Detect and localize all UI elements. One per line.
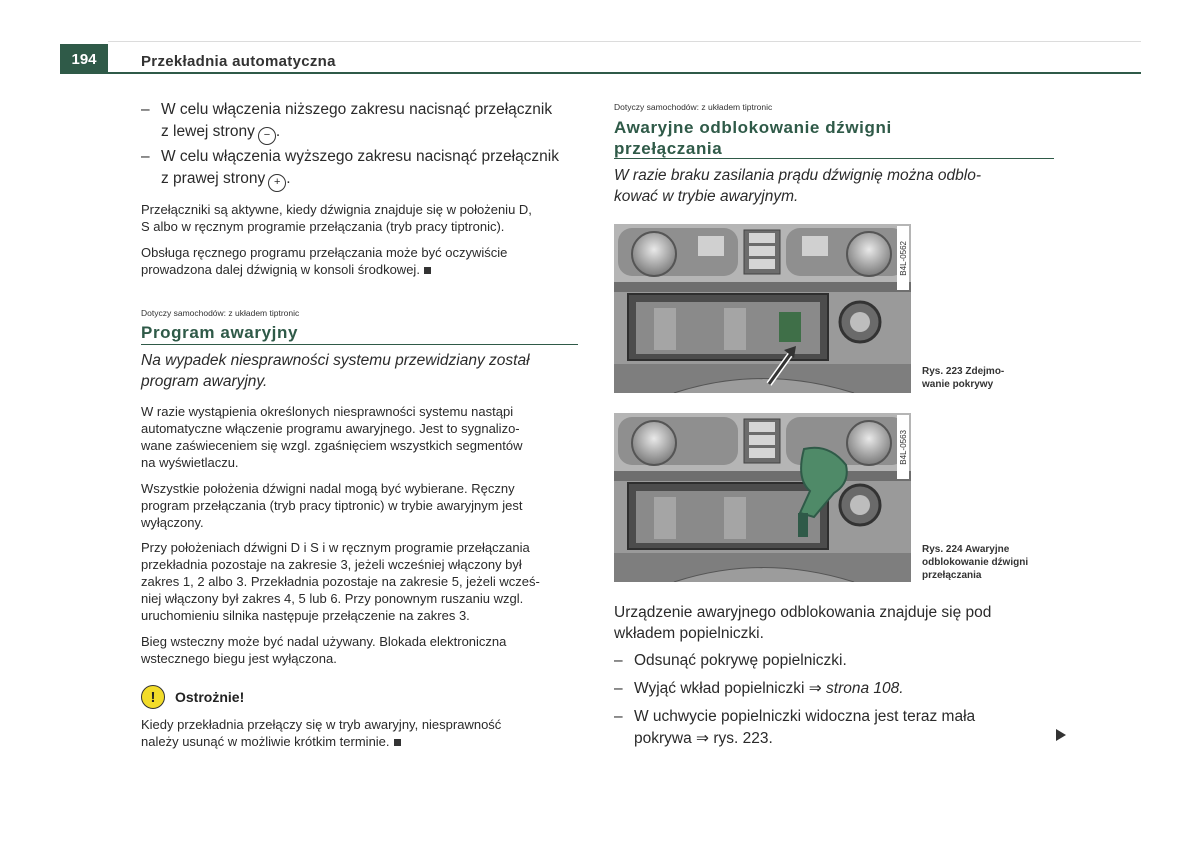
paragraph-switches-active: Przełączniki są aktywne, kiedy dźwignia znajduje się w położeniu D, S albo w ręcznym programie przełączania (tryb pracy tiptronic).	[141, 202, 532, 234]
figure-code-box	[897, 415, 909, 479]
figure-code-box	[897, 226, 909, 290]
bullet-line: W celu włączenia niższego zakresu nacisnąć przełącznik	[161, 101, 553, 118]
bullet-end: .	[286, 170, 291, 187]
step-text: Odsunąć pokrywę popielniczki.	[634, 652, 847, 669]
minus-symbol-icon: −	[258, 127, 276, 145]
section-applicability-tag: Dotyczy samochodów: z układem tiptronic	[141, 308, 300, 318]
bullet-lower-range: – W celu włączenia niższego zakresu nacisnąć przełącznik z lewej strony − .	[141, 99, 601, 145]
header-top-line	[108, 41, 1141, 42]
section-title-emergency-program: Program awaryjny	[141, 323, 298, 342]
section-title-emergency-release: Awaryjne odblokowanie dźwigni przełączania	[614, 118, 892, 158]
figure-code: B4L-0562	[898, 240, 908, 276]
paragraph-release-location: Urządzenie awaryjnego odblokowania znajduje się pod wkładem popielniczki.	[614, 604, 992, 642]
bullet-line: W celu włączenia wyższego zakresu nacisnąć przełącznik	[161, 148, 559, 165]
figure-lever-release	[614, 413, 911, 582]
caution-exclamation-icon: !	[141, 685, 165, 709]
caution-heading	[141, 685, 244, 709]
step-slide-cover: – Odsunąć pokrywę popielniczki.	[614, 650, 1054, 672]
end-marker-icon	[394, 739, 401, 746]
section-rule	[614, 158, 1054, 159]
paragraph-gear-ranges: Przy położeniach dźwigni D i S i w ręcznym programie przełączania przekładnia pozostaje na zakresie 3, jeżeli wcześniej włączony był zakres 1, 2 albo 3. Przekładnia pozostaje na zakresie 5, jeżeli wcześ- niej włączony był zakres 4, 5 lub 6. Przy ponownym ruszaniu wzgl. uruchomieniu silnika następuje przełączenie na zakres 3.	[141, 540, 540, 623]
page-reference-link[interactable]: strona 108.	[826, 680, 904, 697]
paragraph-lever-positions: Wszystkie położenia dźwigni nadal mogą być wybierane. Ręczny program przełączania (tryb pracy tiptronic) w trybie awaryjnym jest wyłączony.	[141, 481, 523, 530]
plus-symbol-icon: +	[268, 174, 286, 192]
figure-code: B4L-0563	[898, 429, 908, 465]
bullet-line: z prawej strony	[161, 170, 266, 187]
section-lead: Na wypadek niesprawności systemu przewidziany został program awaryjny.	[141, 352, 530, 390]
bullet-higher-range: – W celu włączenia wyższego zakresu nacisnąć przełącznik z prawej strony + .	[141, 146, 601, 192]
console-illustration	[614, 413, 911, 582]
figure-cover-removal	[614, 224, 911, 393]
paragraph-manual-program: Obsługa ręcznego programu przełączania może być oczywiście prowadzona dalej dźwignią w konsoli środkowej.	[141, 245, 508, 277]
paragraph-emergency-activation: W razie wystąpienia określonych niesprawności systemu nastąpi automatyczne włączenie programu awaryjnego. Jest to sygnalizo- wane zaświeceniem się wzgl. zgaśnięciem wszystkich segmentów na wyświetlaczu.	[141, 404, 523, 470]
step-remove-insert: – Wyjąć wkład popielniczki ⇒ strona 108.	[614, 680, 904, 697]
console-illustration	[614, 224, 911, 393]
figure-caption-223: Rys. 223 Zdejmo- wanie pokrywy	[922, 366, 1005, 390]
caution-title: Ostrożnie!	[175, 689, 245, 705]
bullet-line: z lewej strony	[161, 123, 255, 140]
section-applicability-tag: Dotyczy samochodów: z układem tiptronic	[614, 102, 773, 112]
step-small-cover: – W uchwycie popielniczki widoczna jest teraz mała pokrywa ⇒ rys. 223.	[614, 706, 1054, 750]
paragraph-reverse-gear: Bieg wsteczny może być nadal używany. Blokada elektroniczna wstecznego biegu jest wyłączona.	[141, 634, 507, 666]
step-text: pokrywa ⇒ rys. 223.	[634, 730, 773, 747]
chapter-title: Przekładnia automatyczna	[141, 53, 336, 70]
step-text: Wyjąć wkład popielniczki ⇒	[634, 680, 827, 697]
end-marker-icon	[424, 267, 431, 274]
page-number: 194	[60, 44, 108, 74]
section-lead: W razie braku zasilania prądu dźwignię można odblo- kować w trybie awaryjnym.	[614, 167, 982, 205]
step-text: W uchwycie popielniczki widoczna jest teraz mała	[634, 708, 976, 725]
section-rule	[141, 344, 578, 345]
continue-arrow-icon	[1055, 728, 1067, 742]
figure-caption-224: Rys. 224 Awaryjne odblokowanie dźwigni przełączania	[922, 544, 1029, 581]
bullet-end: .	[275, 123, 281, 140]
header-rule	[108, 72, 1141, 74]
caution-text: Kiedy przekładnia przełączy się w tryb awaryjny, niesprawność należy usunąć w możliwie krótkim terminie.	[141, 717, 502, 749]
